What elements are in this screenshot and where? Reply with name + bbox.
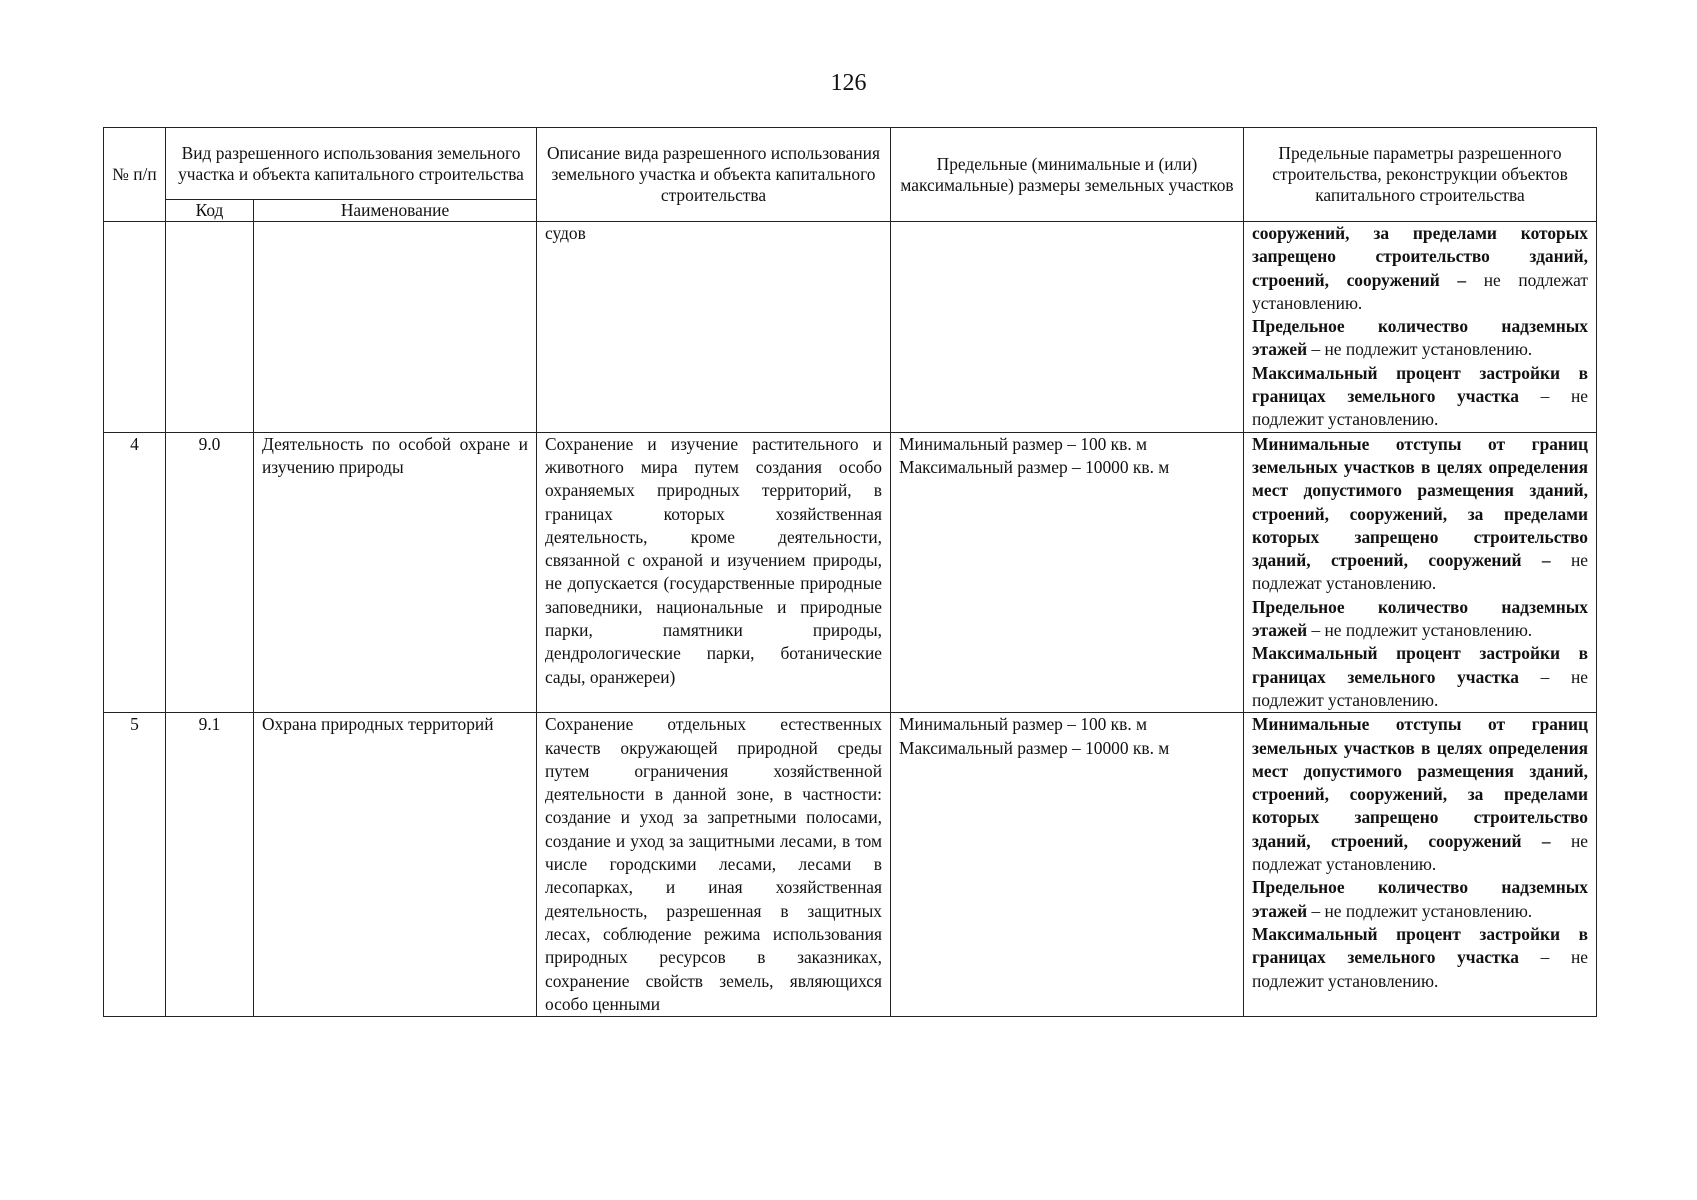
row-code: 9.0: [166, 432, 254, 713]
size-max: Максимальный размер – 10000 кв. м: [899, 737, 1170, 758]
params-cell: [1244, 713, 1597, 1017]
table-row: [104, 432, 1597, 713]
row-name: Деятельность по особой охране и изучению природы: [254, 432, 537, 713]
table-row-continued: [104, 222, 1597, 433]
header-sizes: Предельные (минимальные и (или) максимальные) размеры земельных участков: [891, 128, 1244, 222]
sizes-cell: [891, 713, 1244, 1017]
header-description: Описание вида разрешенного использования земельного участка и объекта капитального строительства: [537, 128, 891, 222]
row-code: 9.1: [166, 713, 254, 1017]
param-paragraph: Предельное количество надземных этажей – не подлежит установлению.: [1252, 877, 1588, 921]
param-paragraph: Минимальные отступы от границ земельных участков в целях определения мест допустимого размещения зданий, строений, сооружений, за пределами которых запрещено строительство зданий, строений, сооружений – не подлежат установлению.: [1252, 433, 1588, 594]
param-paragraph: Предельное количество надземных этажей – не подлежит установлению.: [1252, 596, 1588, 641]
header-use-type: Вид разрешенного использования земельного участка и объекта капитального строительства: [166, 128, 537, 200]
row-name: Охрана природных территорий: [254, 713, 537, 1017]
header-code: Код: [166, 200, 254, 222]
params-cell: [1244, 222, 1597, 433]
description-cell: судов: [537, 222, 891, 433]
params-cell: [1244, 432, 1597, 713]
param-paragraph: Минимальные отступы от границ земельных участков в целях определения мест допустимого размещения зданий, строений, сооружений, за пределами которых запрещено строительство зданий, строений, сооружений – не подлежат установлению.: [1252, 714, 1588, 875]
param-paragraph: Предельное количество надземных этажей – не подлежит установлению.: [1252, 316, 1588, 360]
table-header: [104, 128, 1597, 222]
page-number: 126: [830, 70, 867, 96]
row-number: 5: [104, 713, 166, 1017]
header-params: Предельные параметры разрешенного строительства, реконструкции объектов капитального строительства: [1244, 128, 1597, 222]
size-max: Максимальный размер – 10000 кв. м: [899, 456, 1170, 477]
param-paragraph: Максимальный процент застройки в границах земельного участка – не подлежит установлению.: [1252, 923, 1588, 991]
table-row: [104, 713, 1597, 1017]
param-paragraph: сооружений, за пределами которых запрещено строительство зданий, строений, сооружений – не подлежат установлению.: [1252, 223, 1588, 313]
size-min: Минимальный размер – 100 кв. м: [899, 433, 1148, 454]
description-cell: Сохранение отдельных естественных качеств окружающей природной среды путем ограничения хозяйственной деятельности в данной зоне, в частности: создание и уход за запретными полосами, создание и уход за защитными лесами, в том числе городскими лесами, лесами в лесопарках, и иная хозяйственная деятельность, разрешенная в защитных лесах, соблюдение режима использования природных ресурсов в заказниках, сохранение свойств земель, являющихся особо ценными: [537, 713, 891, 1017]
row-number: 4: [104, 432, 166, 713]
param-paragraph: Максимальный процент застройки в границах земельного участка – не подлежит установлению.: [1252, 362, 1588, 430]
header-num: № п/п: [104, 128, 166, 222]
header-name: Наименование: [254, 200, 537, 222]
size-min: Минимальный размер – 100 кв. м: [899, 714, 1148, 735]
sizes-cell: [891, 432, 1244, 713]
param-paragraph: Максимальный процент застройки в границах земельного участка – не подлежит установлению.: [1252, 643, 1588, 710]
description-cell: Сохранение и изучение растительного и животного мира путем создания особо охраняемых природных территорий, в границах которых хозяйственная деятельность, кроме деятельности, связанной с охраной и изучением природы, не допускается (государственные природные заповедники, национальные и природные парки, памятники природы, дендрологические парки, ботанические сады, оранжереи): [537, 432, 891, 713]
land-use-table: [103, 127, 1597, 1017]
